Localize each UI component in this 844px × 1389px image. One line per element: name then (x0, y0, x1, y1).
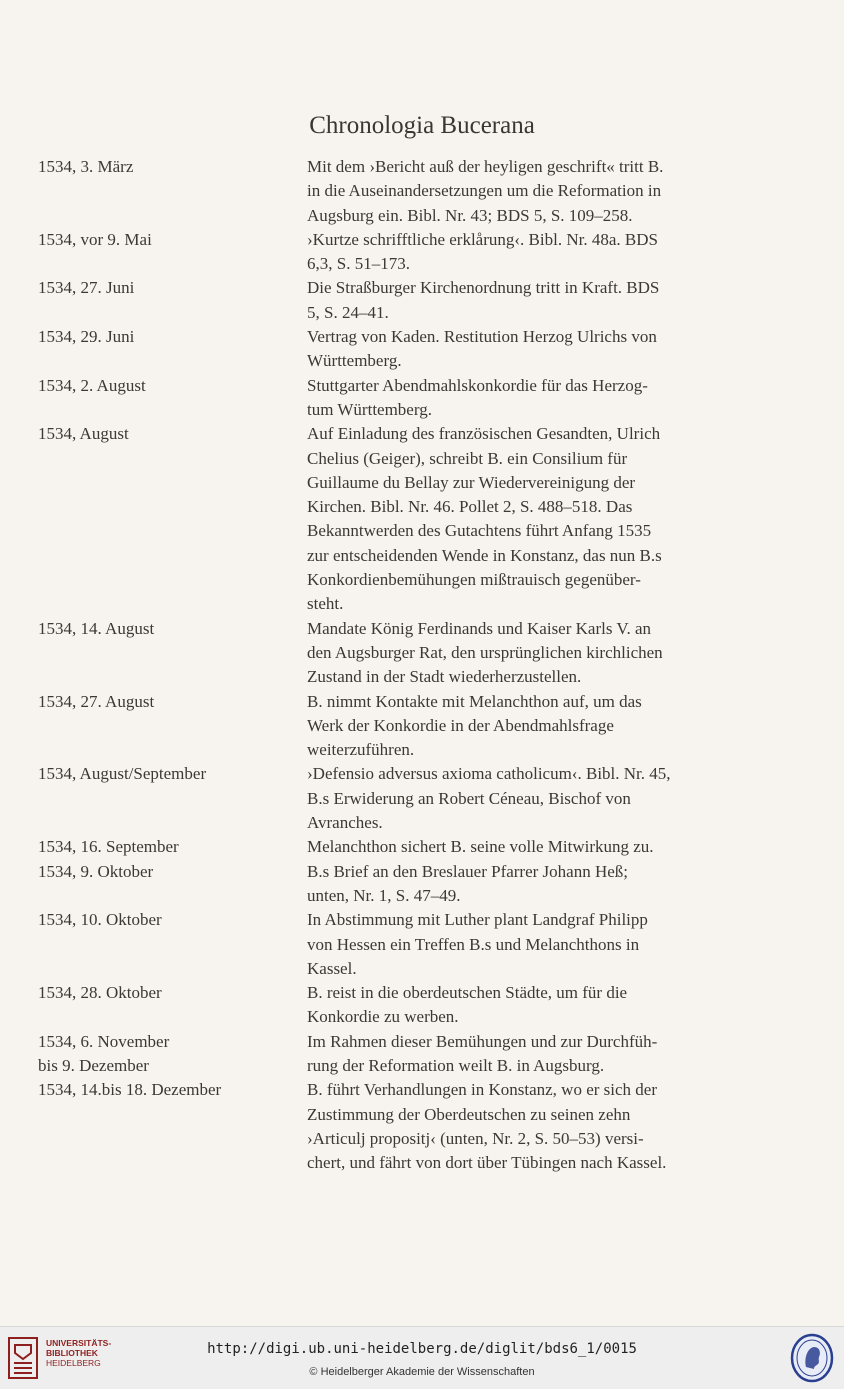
entry-text-line: Mit dem ›Bericht auß der heyligen geschrift« tritt B. (307, 157, 664, 176)
chronology-entry (38, 325, 738, 374)
entry-text (306, 155, 738, 228)
entry-text (306, 617, 738, 690)
entry-text-line: 5, S. 24–41. (307, 302, 389, 322)
entry-text-line: Stuttgarter Abendmahlskonkordie für das Herzog- (307, 375, 648, 395)
entry-text-line: Augsburg ein. Bibl. Nr. 43; BDS 5, S. 109–258. (307, 205, 633, 225)
chronology-entry (38, 617, 738, 690)
chronology-list (38, 155, 738, 1175)
entry-date (38, 908, 306, 981)
entry-text (306, 1078, 738, 1175)
entry-text (306, 374, 738, 423)
entry-date (38, 617, 306, 690)
entry-text-line: B. reist in die oberdeutschen Städte, um für die (307, 983, 628, 1003)
entry-text-line: Bekanntwerden des Gutachtens führt Anfang 1535 (307, 521, 652, 541)
entry-text (306, 1030, 738, 1079)
entry-text-line: B. nimmt Kontakte mit Melanchthon auf, um das (307, 691, 642, 711)
entry-date (38, 762, 306, 835)
entry-text (306, 860, 738, 909)
entry-text-line: in die Auseinandersetzungen um die Reformation in (307, 181, 662, 201)
entry-text-line: Auf Einladung des französischen Gesandten, Ulrich (307, 424, 661, 444)
entry-text (306, 762, 738, 835)
entry-date (38, 690, 306, 763)
copyright-notice: © Heidelberger Akademie der Wissenschaften (309, 1366, 535, 1378)
entry-date-line: 1534, 6. November (38, 1031, 170, 1051)
entry-date (38, 374, 306, 423)
entry-date-line: 1534, 14.bis 18. Dezember (38, 1080, 222, 1100)
entry-date-line: 1534, 3. März (38, 157, 134, 176)
entry-text-line: Kirchen. Bibl. Nr. 46. Pollet 2, S. 488–518. Das (307, 497, 633, 517)
chronology-entry (38, 835, 738, 859)
entry-text (306, 981, 738, 1030)
entry-date (38, 422, 306, 616)
entry-text-line: ›Kurtze schrifftliche erklårung‹. Bibl. Nr. 48a. BDS (307, 229, 658, 249)
entry-date (38, 835, 306, 859)
entry-date-line: bis 9. Dezember (38, 1055, 149, 1075)
entry-date (38, 325, 306, 374)
entry-text-line: steht. (307, 594, 344, 614)
entry-date-line: 1534, 27. August (38, 691, 155, 711)
entry-date-line: 1534, 14. August (38, 618, 155, 638)
entry-date-line: 1534, August/September (38, 764, 207, 784)
entry-text-line: Vertrag von Kaden. Restitution Herzog Ulrichs von (307, 327, 657, 347)
entry-date-line: 1534, vor 9. Mai (38, 229, 152, 249)
entry-text-line: ›Articulj propositj‹ (unten, Nr. 2, S. 50–53) versi- (307, 1128, 644, 1148)
entry-text (306, 422, 738, 616)
institution-line-3: HEIDELBERG (46, 1358, 101, 1368)
entry-text-line: In Abstimmung mit Luther plant Landgraf Philipp (307, 910, 648, 930)
page-title: Chronologia Bucerana (309, 112, 535, 139)
entry-date-line: 1534, August (38, 424, 129, 444)
chronology-entry (38, 276, 738, 325)
entry-text-line: Zustimmung der Oberdeutschen zu seinen zehn (307, 1104, 631, 1124)
chronology-entry (38, 981, 738, 1030)
entry-text (306, 276, 738, 325)
entry-text (306, 908, 738, 981)
entry-date (38, 155, 306, 228)
permalink-url[interactable]: http://digi.ub.uni-heidelberg.de/diglit/bds6_1/0015 (207, 1341, 637, 1357)
entry-text-line: weiterzuführen. (307, 740, 415, 760)
chronology-entry (38, 1030, 738, 1079)
entry-text-line: chert, und fährt von dort über Tübingen nach Kassel. (307, 1153, 667, 1173)
entry-date-line: 1534, 9. Oktober (38, 861, 154, 881)
chronology-entry (38, 860, 738, 909)
entry-text-line: B.s Brief an den Breslauer Pfarrer Johann Heß; (307, 861, 629, 881)
entry-text-line: Die Straßburger Kirchenordnung tritt in Kraft. BDS (307, 278, 660, 298)
viewer-footer (0, 1326, 844, 1389)
entry-text-line: Guillaume du Bellay zur Wiedervereinigung der (307, 472, 636, 492)
entry-date-line: 1534, 10. Oktober (38, 910, 162, 930)
entry-date-line: 1534, 29. Juni (38, 327, 135, 347)
institution-line-2: BIBLIOTHEK (46, 1348, 98, 1358)
chronology-entry (38, 155, 738, 228)
entry-date-line: 1534, 16. September (38, 837, 179, 857)
entry-date (38, 981, 306, 1030)
entry-text-line: Zustand in der Stadt wiederherzustellen. (307, 667, 582, 687)
academy-seal-icon[interactable] (790, 1333, 834, 1383)
entry-text-line: rung der Reformation weilt B. in Augsburg. (307, 1055, 605, 1075)
chronology-entry (38, 1078, 738, 1175)
entry-text-line: Kassel. (307, 958, 357, 978)
entry-text-line: Konkordie zu werben. (307, 1007, 459, 1027)
chronology-entry (38, 690, 738, 763)
chronology-entry (38, 762, 738, 835)
entry-text (306, 835, 738, 859)
entry-date (38, 1030, 306, 1079)
entry-text-line: unten, Nr. 1, S. 47–49. (307, 885, 461, 905)
entry-date (38, 1078, 306, 1175)
chronology-entry (38, 908, 738, 981)
entry-text-line: Im Rahmen dieser Bemühungen und zur Durchfüh- (307, 1031, 658, 1051)
entry-date-line: 1534, 2. August (38, 375, 146, 395)
entry-date (38, 860, 306, 909)
institution-line-1: UNIVERSITÄTS- (46, 1338, 112, 1348)
chronology-entry (38, 228, 738, 277)
entry-text-line: B. führt Verhandlungen in Konstanz, wo er sich der (307, 1080, 657, 1100)
entry-text-line: B.s Erwiderung an Robert Céneau, Bischof von (307, 788, 631, 808)
chronology-entry (38, 422, 738, 616)
entry-text-line: Werk der Konkordie in der Abendmahlsfrage (307, 715, 614, 735)
entry-text-line: ›Defensio adversus axioma catholicum‹. Bibl. Nr. 45, (307, 764, 671, 784)
entry-date (38, 228, 306, 277)
entry-text-line: Avranches. (307, 813, 383, 833)
entry-text (306, 325, 738, 374)
entry-text-line: Konkordienbemühungen mißtrauisch gegenüber- (307, 570, 641, 590)
entry-text-line: Melanchthon sichert B. seine volle Mitwirkung zu. (307, 837, 654, 857)
entry-text-line: den Augsburger Rat, den ursprünglichen kirchlichen (307, 642, 663, 662)
entry-text-line: Chelius (Geiger), schreibt B. ein Consilium für (307, 448, 628, 468)
entry-text (306, 690, 738, 763)
entry-text-line: 6,3, S. 51–173. (307, 254, 410, 274)
entry-text-line: zur entscheidenden Wende in Konstanz, das nun B.s (307, 545, 662, 565)
entry-date (38, 276, 306, 325)
entry-date-line: 1534, 27. Juni (38, 278, 135, 298)
chronology-entry (38, 374, 738, 423)
entry-text-line: Württemberg. (307, 351, 402, 371)
entry-text (306, 228, 738, 277)
entry-text-line: von Hessen ein Treffen B.s und Melanchthons in (307, 934, 640, 954)
entry-text-line: tum Württemberg. (307, 399, 432, 419)
entry-text-line: Mandate König Ferdinands und Kaiser Karls V. an (307, 618, 652, 638)
entry-date-line: 1534, 28. Oktober (38, 983, 162, 1003)
